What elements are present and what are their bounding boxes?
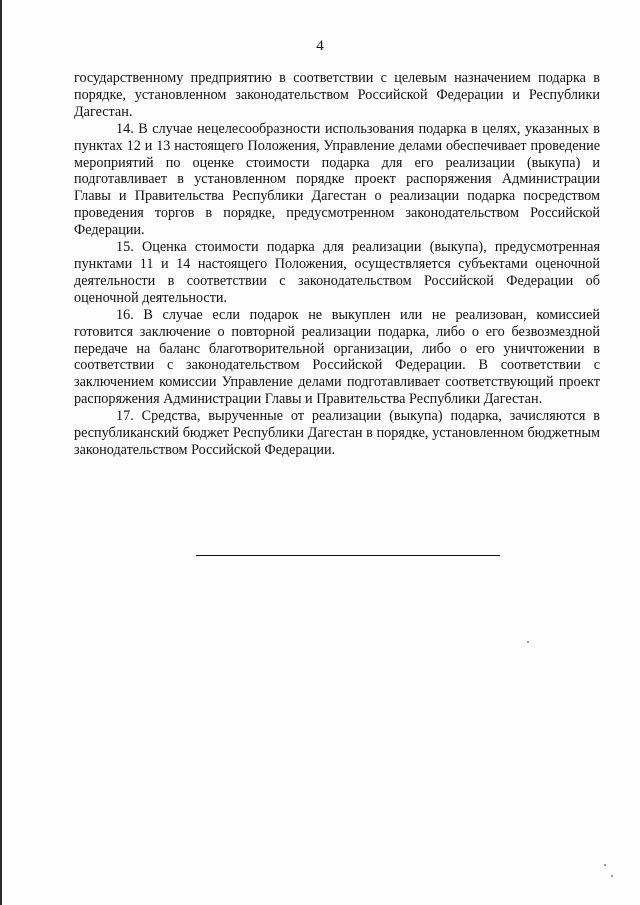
end-of-text-rule	[196, 555, 500, 556]
paragraph-16: 16. В случае если подарок не выкуплен или не реализован, комиссией готовится заключение о повторной реализации подарка, либо о его безвозмездной передаче на баланс благотворительной организации, либо о его уничтожении в соответствии с законодательством Российской Федерации. В соответствии с заключением комиссии Управление делами подготавливает соответствующий проект распоряжения Администрации Главы и Правительства Республики Дагестан.	[74, 306, 600, 408]
page-number: 4	[316, 38, 324, 54]
document-body	[74, 70, 600, 459]
paragraph-15: 15. Оценка стоимости подарка для реализации (выкупа), предусмотренная пунктами 11 и 14 настоящего Положения, осуществляется субъектами оценочной деятельности в соответствии с законодательством Российской Федерации об оценочной деятельности.	[74, 239, 600, 306]
scan-edge-shadow	[0, 0, 2, 905]
paragraph-17: 17. Средства, вырученные от реализации (выкупа) подарка, зачисляются в республиканский бюджет Республики Дагестан в порядке, установленном бюджетным законодательством Российской Федерации.	[74, 408, 600, 458]
paragraph-continuation: государственному предприятию в соответствии с целевым назначением подарка в порядке, установленном законодательством Российской Федерации и Республики Дагестан.	[74, 70, 600, 120]
scan-speck	[604, 864, 606, 866]
paragraph-14: 14. В случае нецелесообразности использования подарка в целях, указанных в пунктах 12 и 13 настоящего Положения, Управление делами обеспечивает проведение мероприятий по оценке стоимости подарка для его реализации (выкупа) и подготавливает в установленном порядке проект распоряжения Администрации Главы и Правительства Республики Дагестан о реализации подарка посредством проведения торгов в порядке, предусмотренном законодательством Российской Федерации.	[74, 120, 600, 239]
scan-speck	[527, 641, 529, 643]
scan-speck	[611, 875, 613, 877]
